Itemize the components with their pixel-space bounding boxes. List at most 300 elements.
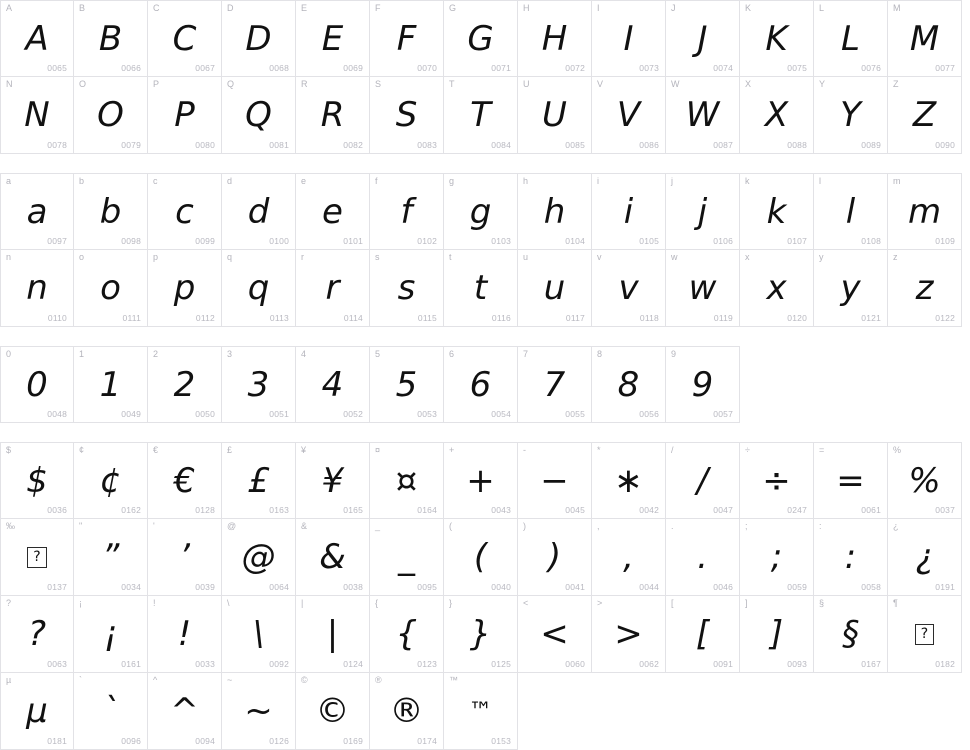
glyph-char-label: § [819, 598, 825, 608]
glyph-preview: ¡ [103, 614, 118, 654]
glyph-char-label: v [597, 252, 602, 262]
glyph-code-label: 0063 [47, 659, 67, 669]
glyph-cell[interactable] [222, 77, 296, 154]
glyph-code-label: 0153 [491, 736, 511, 746]
glyph-block-symbols [0, 442, 970, 750]
glyph-code-label: 0181 [47, 736, 67, 746]
glyph-code-label: 0050 [195, 409, 215, 419]
glyph-char-label: k [745, 176, 750, 186]
glyph-cell[interactable] [592, 250, 666, 327]
glyph-cell[interactable] [592, 77, 666, 154]
glyph-cell[interactable] [740, 519, 814, 596]
glyph-code-label: 0108 [861, 236, 881, 246]
glyph-code-label: 0054 [491, 409, 511, 419]
glyph-preview: f [400, 192, 413, 232]
glyph-cell[interactable] [666, 173, 740, 250]
glyph-code-label: 0068 [269, 63, 289, 73]
glyph-char-label: ¢ [79, 445, 85, 455]
glyph-preview: k [766, 192, 787, 232]
glyph-char-label: ™ [449, 675, 458, 685]
glyph-preview: D [245, 19, 272, 59]
glyph-cell[interactable] [888, 173, 962, 250]
glyph-cell[interactable] [222, 596, 296, 673]
glyph-code-label: 0053 [417, 409, 437, 419]
glyph-preview: % [908, 461, 941, 501]
glyph-cell[interactable] [518, 596, 592, 673]
glyph-preview: P [174, 95, 195, 135]
glyph-cell[interactable] [148, 442, 222, 519]
glyph-preview: u [543, 268, 566, 308]
glyph-code-label: 0075 [787, 63, 807, 73]
glyph-cell[interactable] [444, 173, 518, 250]
glyph-cell[interactable] [592, 519, 666, 596]
glyph-char-label: K [745, 3, 752, 13]
glyph-code-label: 0081 [269, 140, 289, 150]
glyph-code-label: 0070 [417, 63, 437, 73]
glyph-cell[interactable] [444, 519, 518, 596]
glyph-code-label: 0107 [787, 236, 807, 246]
glyph-preview: ∗ [614, 461, 643, 501]
glyph-cell[interactable] [148, 77, 222, 154]
glyph-char-label: r [301, 252, 304, 262]
glyph-code-label: 0033 [195, 659, 215, 669]
glyph-preview: z [915, 268, 934, 308]
glyph-cell[interactable] [444, 77, 518, 154]
missing-glyph-box: ? [915, 624, 934, 645]
glyph-char-label: ¡ [79, 598, 82, 608]
glyph-char-label: @ [227, 521, 237, 531]
glyph-code-label: 0104 [565, 236, 585, 246]
glyph-preview: 8 [617, 365, 640, 405]
glyph-preview: y [840, 268, 861, 308]
glyph-preview: ™ [468, 697, 493, 725]
glyph-preview: 5 [395, 365, 418, 405]
glyph-code-label: 0091 [713, 659, 733, 669]
glyph-code-label: 0076 [861, 63, 881, 73]
glyph-cell[interactable] [74, 250, 148, 327]
glyph-code-label: 0051 [269, 409, 289, 419]
glyph-preview: C [172, 19, 197, 59]
glyph-block-lowercase [0, 173, 970, 327]
glyph-cell[interactable] [518, 250, 592, 327]
glyph-char-label: ¿ [893, 521, 899, 531]
glyph-preview: L [841, 19, 860, 59]
glyph-code-label: 0062 [639, 659, 659, 669]
glyph-char-label: < [523, 598, 529, 608]
glyph-cell[interactable] [0, 0, 74, 77]
glyph-char-label: R [301, 79, 308, 89]
glyph-code-label: 0165 [343, 505, 363, 515]
glyph-char-label: ' [153, 521, 155, 531]
glyph-code-label: 0042 [639, 505, 659, 515]
glyph-preview: ’ [179, 537, 190, 577]
glyph-cell[interactable] [370, 77, 444, 154]
glyph-cell[interactable] [592, 442, 666, 519]
glyph-preview: X [764, 95, 789, 135]
glyph-char-label: ) [523, 521, 526, 531]
glyph-cell[interactable] [444, 596, 518, 673]
glyph-preview: G [467, 19, 494, 59]
glyph-code-label: 0110 [47, 313, 67, 323]
glyph-code-label: 0047 [713, 505, 733, 515]
glyph-cell[interactable] [148, 173, 222, 250]
glyph-cell[interactable] [888, 519, 962, 596]
glyph-char-label: | [301, 598, 304, 608]
glyph-cell[interactable] [0, 442, 74, 519]
glyph-cell[interactable] [74, 442, 148, 519]
glyph-preview: ¿ [915, 537, 934, 577]
glyph-preview: w [688, 268, 717, 308]
glyph-code-label: 0049 [121, 409, 141, 419]
glyph-preview: h [543, 192, 566, 232]
glyph-char-label: ( [449, 521, 452, 531]
glyph-code-label: 0052 [343, 409, 363, 419]
glyph-preview: / [696, 461, 709, 501]
glyph-cell[interactable] [740, 596, 814, 673]
glyph-char-label: d [227, 176, 233, 186]
glyph-cell[interactable] [518, 0, 592, 77]
glyph-cell[interactable] [148, 0, 222, 77]
glyph-char-label: e [301, 176, 307, 186]
glyph-cell[interactable] [296, 673, 370, 750]
glyph-preview: ; [770, 537, 783, 577]
glyph-code-label: 0100 [269, 236, 289, 246]
glyph-preview: I [623, 19, 634, 59]
glyph-preview: § [842, 614, 859, 654]
glyph-preview: @ [241, 537, 276, 577]
glyph-code-label: 0162 [121, 505, 141, 515]
glyph-char-label: ~ [227, 675, 233, 685]
glyph-char-label: ! [153, 598, 156, 608]
glyph-cell[interactable] [370, 673, 444, 750]
glyph-cell[interactable] [0, 596, 74, 673]
glyph-cell[interactable] [518, 519, 592, 596]
glyph-char-label: ¥ [301, 445, 307, 455]
glyph-code-label: 0161 [121, 659, 141, 669]
glyph-cell[interactable] [148, 596, 222, 673]
glyph-preview: ` [102, 691, 119, 731]
glyph-char-label: a [6, 176, 12, 186]
glyph-preview: ^ [170, 691, 199, 731]
glyph-code-label: 0094 [195, 736, 215, 746]
glyph-code-label: 0095 [417, 582, 437, 592]
glyph-code-label: 0121 [861, 313, 881, 323]
glyph-char-label: 2 [153, 349, 159, 359]
glyph-cell[interactable] [296, 519, 370, 596]
glyph-code-label: 0114 [343, 313, 363, 323]
glyph-preview: K [765, 19, 788, 59]
glyph-code-label: 0118 [639, 313, 659, 323]
glyph-code-label: 0163 [269, 505, 289, 515]
glyph-code-label: 0069 [343, 63, 363, 73]
glyph-cell[interactable] [666, 519, 740, 596]
glyph-preview: ÷ [762, 461, 791, 501]
glyph-char-label: h [523, 176, 529, 186]
glyph-code-label: 0102 [417, 236, 437, 246]
glyph-cell[interactable] [370, 0, 444, 77]
glyph-code-label: 0066 [121, 63, 141, 73]
glyph-char-label: & [301, 521, 308, 531]
glyph-cell[interactable] [888, 77, 962, 154]
glyph-preview: > [614, 614, 643, 654]
glyph-cell[interactable] [592, 596, 666, 673]
glyph-preview: & [319, 537, 346, 577]
glyph-preview: i [623, 192, 634, 232]
glyph-char-label: q [227, 252, 233, 262]
glyph-char-label: c [153, 176, 158, 186]
glyph-char-label: * [597, 445, 601, 455]
glyph-cell[interactable] [444, 442, 518, 519]
glyph-cell[interactable] [444, 673, 518, 750]
glyph-preview: < [540, 614, 569, 654]
glyph-cell[interactable] [740, 173, 814, 250]
glyph-char-label: 9 [671, 349, 677, 359]
glyph-cell[interactable] [148, 519, 222, 596]
glyph-cell[interactable] [444, 346, 518, 423]
glyph-code-label: 0124 [343, 659, 363, 669]
glyph-preview: d [247, 192, 270, 232]
glyph-code-label: 0122 [935, 313, 955, 323]
glyph-code-label: 0074 [713, 63, 733, 73]
glyph-char-label: Y [819, 79, 826, 89]
glyph-char-label: ^ [153, 675, 158, 685]
glyph-code-label: 0073 [639, 63, 659, 73]
glyph-cell[interactable] [666, 0, 740, 77]
glyph-cell[interactable] [592, 346, 666, 423]
glyph-cell[interactable] [0, 346, 74, 423]
glyph-code-label: 0044 [639, 582, 659, 592]
glyph-code-label: 0036 [47, 505, 67, 515]
glyph-cell[interactable] [666, 250, 740, 327]
glyph-cell[interactable] [296, 596, 370, 673]
glyph-cell[interactable] [222, 0, 296, 77]
glyph-code-label: 0064 [269, 582, 289, 592]
glyph-char-label: © [301, 675, 308, 685]
glyph-cell[interactable] [740, 0, 814, 77]
glyph-code-label: 0037 [935, 505, 955, 515]
glyph-code-label: 0106 [713, 236, 733, 246]
glyph-cell[interactable] [222, 442, 296, 519]
glyph-cell[interactable] [296, 0, 370, 77]
glyph-cell[interactable] [296, 250, 370, 327]
glyph-preview: H [541, 19, 568, 59]
glyph-preview: ® [389, 691, 424, 731]
glyph-cell[interactable] [370, 173, 444, 250]
glyph-preview: _ [398, 537, 415, 577]
glyph-char-label: y [819, 252, 824, 262]
glyph-code-label: 0119 [713, 313, 733, 323]
glyph-cell[interactable] [370, 519, 444, 596]
glyph-code-label: 0059 [787, 582, 807, 592]
glyph-cell[interactable] [740, 77, 814, 154]
glyph-cell[interactable] [0, 250, 74, 327]
glyph-cell[interactable] [148, 250, 222, 327]
glyph-code-label: 0083 [417, 140, 437, 150]
glyph-cell[interactable] [518, 77, 592, 154]
glyph-char-label: V [597, 79, 604, 89]
glyph-char-label: O [79, 79, 87, 89]
glyph-code-label: 0088 [787, 140, 807, 150]
glyph-preview: $ [26, 461, 48, 501]
glyph-cell[interactable] [0, 519, 74, 596]
glyph-code-label: 0167 [861, 659, 881, 669]
glyph-char-label: £ [227, 445, 233, 455]
glyph-char-label: T [449, 79, 455, 89]
glyph-cell[interactable] [592, 0, 666, 77]
glyph-char-label: ÷ [745, 445, 750, 455]
glyph-cell[interactable] [148, 673, 222, 750]
glyph-cell[interactable] [814, 173, 888, 250]
glyph-char-label: E [301, 3, 308, 13]
glyph-cell[interactable] [0, 173, 74, 250]
glyph-code-label: 0182 [935, 659, 955, 669]
glyph-cell[interactable] [74, 673, 148, 750]
glyph-preview: 2 [173, 365, 196, 405]
glyph-preview: m [907, 192, 942, 232]
glyph-preview [888, 608, 961, 660]
glyph-code-label: 0089 [861, 140, 881, 150]
glyph-cell[interactable] [814, 250, 888, 327]
glyph-cell[interactable] [296, 346, 370, 423]
glyph-cell[interactable] [74, 519, 148, 596]
glyph-cell[interactable] [296, 442, 370, 519]
glyph-code-label: 0117 [565, 313, 585, 323]
glyph-preview: . [697, 537, 708, 577]
glyph-cell[interactable] [222, 173, 296, 250]
glyph-cell[interactable] [740, 250, 814, 327]
glyph-cell[interactable] [296, 173, 370, 250]
glyph-cell[interactable] [814, 77, 888, 154]
glyph-cell[interactable] [666, 596, 740, 673]
glyph-code-label: 0092 [269, 659, 289, 669]
glyph-cell[interactable] [518, 173, 592, 250]
glyph-cell[interactable] [666, 346, 740, 423]
glyph-cell[interactable] [888, 250, 962, 327]
glyph-cell[interactable] [0, 77, 74, 154]
glyph-cell[interactable] [74, 0, 148, 77]
glyph-preview: 6 [469, 365, 492, 405]
glyph-cell[interactable] [814, 0, 888, 77]
glyph-code-label: 0077 [935, 63, 955, 73]
glyph-cell[interactable] [814, 596, 888, 673]
glyph-preview: b [99, 192, 122, 232]
glyph-code-label: 0191 [935, 582, 955, 592]
glyph-cell[interactable] [370, 596, 444, 673]
glyph-preview: ( [473, 537, 488, 577]
glyph-cell[interactable] [666, 77, 740, 154]
glyph-code-label: 0060 [565, 659, 585, 669]
glyph-cell[interactable] [296, 77, 370, 154]
glyph-preview: s [397, 268, 416, 308]
glyph-cell[interactable] [148, 346, 222, 423]
glyph-char-label: 6 [449, 349, 455, 359]
glyph-preview: ! [177, 614, 192, 654]
glyph-cell[interactable] [0, 673, 74, 750]
glyph-char-label: W [671, 79, 680, 89]
glyph-cell[interactable] [74, 173, 148, 250]
glyph-cell[interactable] [222, 519, 296, 596]
glyph-preview: q [247, 268, 270, 308]
glyph-cell[interactable] [370, 250, 444, 327]
glyph-code-label: 0123 [417, 659, 437, 669]
glyph-char-label: n [6, 252, 12, 262]
glyph-cell[interactable] [370, 346, 444, 423]
glyph-code-label: 0096 [121, 736, 141, 746]
glyph-cell[interactable] [814, 519, 888, 596]
glyph-preview: a [26, 192, 48, 232]
glyph-cell[interactable] [888, 0, 962, 77]
glyph-cell[interactable] [370, 442, 444, 519]
glyph-cell[interactable] [666, 442, 740, 519]
glyph-cell[interactable] [222, 673, 296, 750]
glyph-cell[interactable] [888, 442, 962, 519]
glyph-code-label: 0080 [195, 140, 215, 150]
glyph-char-label: Q [227, 79, 235, 89]
glyph-preview: 7 [543, 365, 566, 405]
glyph-preview: B [98, 19, 123, 59]
glyph-char-label: H [523, 3, 530, 13]
glyph-code-label: 0072 [565, 63, 585, 73]
glyph-cell[interactable] [740, 442, 814, 519]
glyph-char-label: M [893, 3, 901, 13]
glyph-cell[interactable] [888, 596, 962, 673]
glyph-char-label: \ [227, 598, 230, 608]
glyph-cell[interactable] [444, 250, 518, 327]
glyph-char-label: 8 [597, 349, 603, 359]
glyph-cell[interactable] [444, 0, 518, 77]
glyph-cell[interactable] [222, 346, 296, 423]
glyph-code-label: 0039 [195, 582, 215, 592]
glyph-code-label: 0034 [121, 582, 141, 592]
glyph-char-label: J [671, 3, 676, 13]
glyph-cell[interactable] [518, 442, 592, 519]
glyph-char-label: f [375, 176, 378, 186]
glyph-block-digits [0, 346, 970, 423]
glyph-code-label: 0061 [861, 505, 881, 515]
glyph-cell[interactable] [222, 250, 296, 327]
glyph-code-label: 0046 [713, 582, 733, 592]
glyph-cell[interactable] [74, 77, 148, 154]
glyph-preview: c [175, 192, 194, 232]
glyph-preview: E [321, 19, 344, 59]
glyph-preview: 0 [26, 365, 48, 405]
glyph-code-label: 0041 [565, 582, 585, 592]
glyph-char-label: 5 [375, 349, 381, 359]
glyph-char-label: z [893, 252, 898, 262]
glyph-preview: 1 [99, 365, 122, 405]
glyph-char-label: S [375, 79, 382, 89]
glyph-cell[interactable] [814, 442, 888, 519]
block-spacer [0, 154, 970, 173]
block-spacer [0, 327, 970, 346]
glyph-cell[interactable] [592, 173, 666, 250]
glyph-preview: U [542, 95, 567, 135]
glyph-char-label: / [671, 445, 674, 455]
glyph-code-label: 0097 [47, 236, 67, 246]
glyph-char-label: p [153, 252, 159, 262]
glyph-code-label: 0043 [491, 505, 511, 515]
glyph-code-label: 0137 [47, 582, 67, 592]
glyph-preview: Y [840, 95, 861, 135]
glyph-cell[interactable] [74, 346, 148, 423]
glyph-char-label: t [449, 252, 452, 262]
glyph-cell[interactable] [518, 346, 592, 423]
glyph-code-label: 0082 [343, 140, 363, 150]
glyph-cell[interactable] [74, 596, 148, 673]
glyph-preview [1, 531, 73, 583]
glyph-code-label: 0048 [47, 409, 67, 419]
glyph-preview: } [469, 614, 492, 654]
